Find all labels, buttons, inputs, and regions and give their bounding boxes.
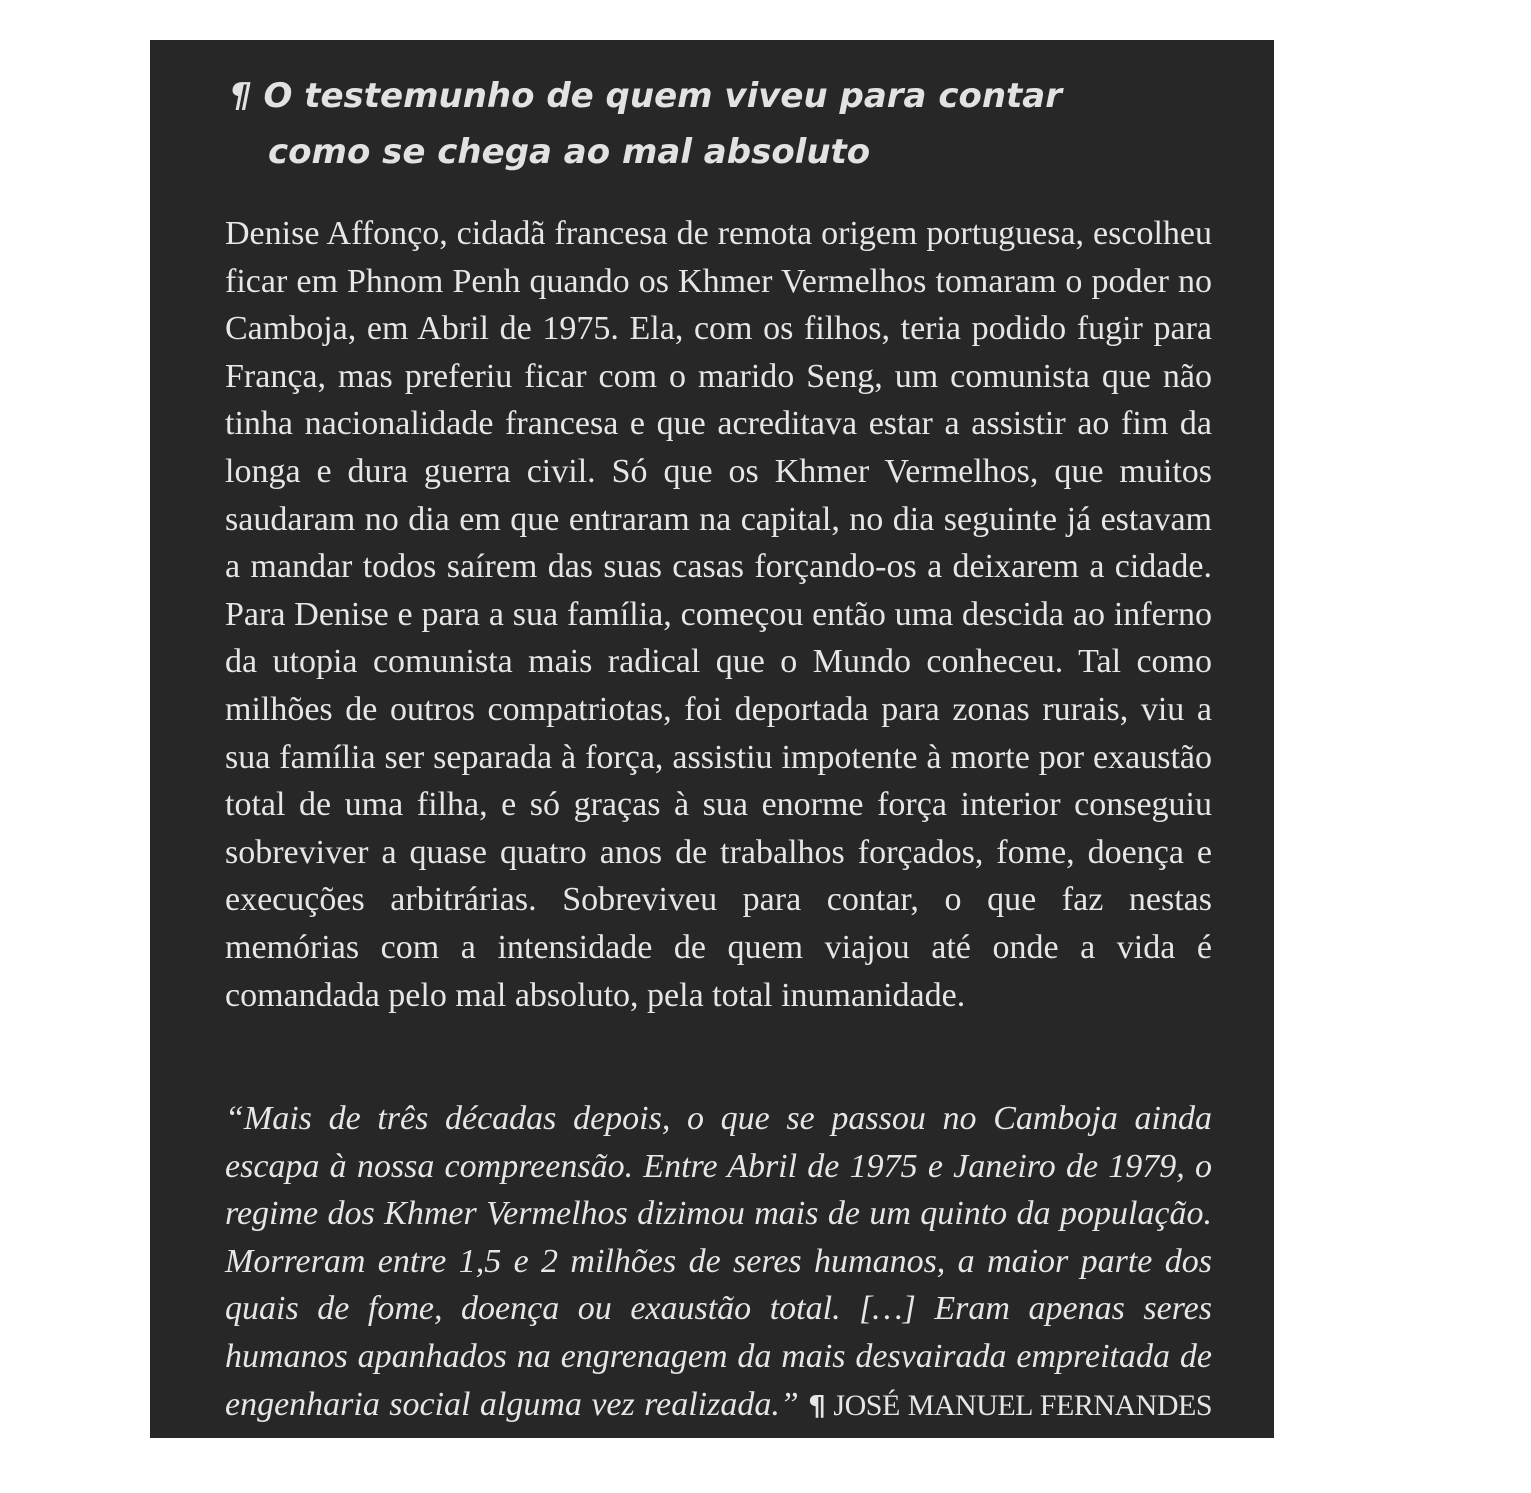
headline [230, 68, 1210, 180]
quote-attribution [808, 1389, 1212, 1422]
pilcrow-icon: ¶ [230, 76, 252, 116]
headline-line-1: O testemunho de quem viveu para contar [263, 76, 1063, 116]
pilcrow-icon: ¶ [808, 1388, 826, 1422]
headline-line-2: como se chega ao mal absoluto [268, 132, 871, 172]
synopsis-paragraph: Denise Affonço, cidadã francesa de remota origem portuguesa, escolheu ficar em Phnom Penh quando os Khmer Vermelhos tomaram o poder no Camboja, em Abril de 1975. Ela, com os filhos, teria podido fugir para França, mas preferiu ficar com o marido Seng, um comunista que não tinha nacionalidade francesa e que acreditava estar a assistir ao fim da longa e dura guerra civil. Só que os Khmer Vermelhos, que muitos saudaram no dia em que entraram na capital, no dia seguinte já estavam a mandar todos saírem das suas casas forçando-os a deixarem a cidade. Para Denise e para a sua família, começou então uma descida ao inferno da utopia comunista mais radical que o Mundo conheceu. Tal como milhões de outros compatriotas, foi deportada para zonas rurais, viu a sua família ser separada à força, assistiu impotente à morte por exaustão total de uma filha, e só graças à sua enorme força interior conseguiu sobreviver a quase quatro anos de trabalhos forçados, fome, doença e execuções arbitrárias. Sobreviveu para contar, o que faz nestas memórias com a intensidade de quem viajou até onde a vida é comandada pelo mal absoluto, pela total inumanidade. [225, 215, 1212, 1014]
quote-author: JOSÉ MANUEL FERNANDES [833, 1388, 1212, 1422]
quote-text: “Mais de três décadas depois, o que se passou no Camboja ainda escapa à nossa compreensão. Entre Abril de 1975 e Janeiro de 1979, o regime dos Khmer Vermelhos dizimou mais de um quinto da população. Morreram entre 1,5 e 2 milhões de seres humanos, a maior parte dos quais de fome, doença ou exaustão total. […] Eram apenas seres humanos apanhados na engrenagem da mais desvairada empreitada de engenharia social alguma vez realizada.” [225, 1100, 1212, 1423]
review-quote [225, 1095, 1212, 1429]
back-cover [150, 40, 1274, 1438]
